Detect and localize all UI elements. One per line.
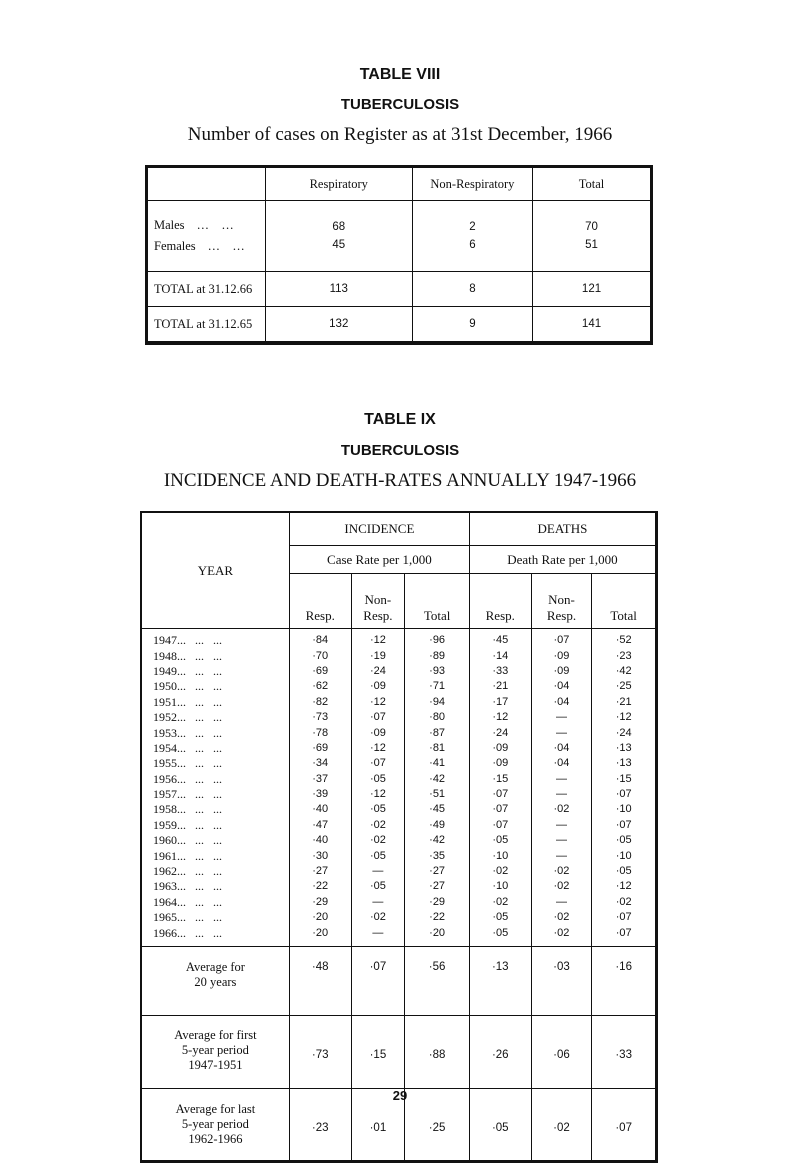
table9-average-cell: ·25 — [405, 1088, 470, 1161]
table8-col-respiratory: Respiratory — [265, 167, 412, 201]
table9-cell: ·73 — [289, 710, 351, 725]
table9-cell: ·02 — [469, 895, 531, 910]
table9-cell: ·12 — [351, 695, 405, 710]
table9-average-label: Average for 20 years — [141, 946, 289, 1015]
table9-cell: ·07 — [469, 787, 531, 802]
table9-cell: ·24 — [469, 725, 531, 740]
table9-year-label: 1954... ... ... — [153, 740, 222, 755]
table9-cell: ·35 — [405, 848, 470, 863]
table9-col-incidence-resp: Resp. — [289, 574, 351, 629]
table9-cell: ·07 — [592, 818, 657, 833]
table9-year-label: 1950... ... ... — [153, 679, 222, 694]
table9-cell: ·15 — [592, 772, 657, 787]
table9-year-label: 1953... ... ... — [153, 725, 222, 740]
table9-subject: TUBERCULOSIS — [340, 442, 460, 459]
table9-cell: ·02 — [531, 864, 592, 879]
table9-year-row — [141, 925, 657, 946]
table9-average-row — [141, 1015, 657, 1088]
table9-cell: ·10 — [592, 802, 657, 817]
table9-cell: ·49 — [405, 818, 470, 833]
table9-cell: ·40 — [289, 833, 351, 848]
table8-row-label: TOTAL at 31.12.65 — [154, 316, 253, 331]
table9-cell: ·51 — [405, 787, 470, 802]
table8-row-total-1966 — [147, 272, 652, 307]
table9-average-cell: ·07 — [592, 1088, 657, 1161]
table9-cell: ·12 — [469, 710, 531, 725]
table8-row-males — [147, 201, 652, 236]
table9-cell: ·45 — [469, 629, 531, 649]
table9-cell: ·69 — [289, 741, 351, 756]
table9-cell: ·02 — [351, 833, 405, 848]
table9-average-cell: ·88 — [405, 1015, 470, 1088]
table9-cell: ·39 — [289, 787, 351, 802]
table8-cell: 8 — [412, 272, 532, 307]
table9-cell: ·20 — [405, 925, 470, 946]
table9-year-header: YEAR — [141, 512, 289, 629]
table9-body — [141, 629, 657, 1162]
tuberculosis-register-table — [145, 165, 653, 345]
table9-year-row — [141, 664, 657, 679]
table9-year-row — [141, 679, 657, 694]
table9-cell: ·07 — [592, 910, 657, 925]
table9-cell: ·05 — [592, 833, 657, 848]
table8-cell: 113 — [265, 272, 412, 307]
table9-year-label: 1960... ... ... — [153, 833, 222, 848]
table9-year-row — [141, 629, 657, 649]
table9-cell: ·40 — [289, 802, 351, 817]
page-number: 29 — [392, 1088, 408, 1103]
table8-cell: 68 — [265, 201, 412, 236]
table9-cell: — — [531, 725, 592, 740]
table9-cell: ·12 — [592, 879, 657, 894]
table9-year-label: 1952... ... ... — [153, 710, 222, 725]
table9-year-label: 1951... ... ... — [153, 694, 222, 709]
table9-cell: ·62 — [289, 679, 351, 694]
table9-cell: ·05 — [351, 848, 405, 863]
table9-cell: ·81 — [405, 741, 470, 756]
table9-col-incidence-non-resp: Non- Resp. — [351, 574, 405, 629]
table9-average-cell: ·33 — [592, 1015, 657, 1088]
table9-cell: ·20 — [289, 910, 351, 925]
table9-cell: ·80 — [405, 710, 470, 725]
table9-cell: ·24 — [351, 664, 405, 679]
table9-year-label: 1963... ... ... — [153, 879, 222, 894]
table9-col-incidence-total: Total — [405, 574, 470, 629]
table9-cell: ·09 — [531, 664, 592, 679]
table9-cell: — — [531, 848, 592, 863]
table9-year-label: 1955... ... ... — [153, 756, 222, 771]
table9-cell: ·02 — [531, 802, 592, 817]
table9-cell: — — [351, 895, 405, 910]
table8-cell: 132 — [265, 307, 412, 344]
table9-average-label: Average for first 5-year period 1947-1951 — [141, 1015, 289, 1088]
table9-cell: ·27 — [405, 879, 470, 894]
table9-cell: ·07 — [469, 802, 531, 817]
table9-cell: ·09 — [469, 756, 531, 771]
table9-year-label: 1964... ... ... — [153, 894, 222, 909]
table9-cell: — — [531, 818, 592, 833]
table9-cell: ·07 — [469, 818, 531, 833]
table8-cell: 121 — [533, 272, 652, 307]
table9-cell: ·12 — [351, 629, 405, 649]
table9-cell: ·21 — [469, 679, 531, 694]
table8-cell: 6 — [412, 235, 532, 272]
table9-cell: ·02 — [592, 895, 657, 910]
table9-cell: ·42 — [592, 664, 657, 679]
table9-cell: ·02 — [531, 879, 592, 894]
table9-cell: ·09 — [469, 741, 531, 756]
table9-average-row — [141, 946, 657, 1015]
table9-cell: ·04 — [531, 679, 592, 694]
table9-average-cell: ·06 — [531, 1015, 592, 1088]
table9-cell: ·41 — [405, 756, 470, 771]
table9-cell: ·45 — [405, 802, 470, 817]
table9-year-row — [141, 648, 657, 663]
table9-cell: ·07 — [351, 756, 405, 771]
table9-cell: ·89 — [405, 648, 470, 663]
table9-cell: — — [531, 710, 592, 725]
table9-cell: ·10 — [469, 879, 531, 894]
table9-cell: ·09 — [351, 679, 405, 694]
table9-cell: ·05 — [592, 864, 657, 879]
table9-cell: — — [531, 833, 592, 848]
table9-average-cell: ·48 — [289, 946, 351, 1015]
table9-cell: ·37 — [289, 772, 351, 787]
table9-average-cell: ·73 — [289, 1015, 351, 1088]
table9-year-label: 1966... ... ... — [141, 925, 289, 946]
table8-row-label: Females ... ... — [147, 235, 266, 272]
table9-cell: ·04 — [531, 695, 592, 710]
table9-cell: ·15 — [469, 772, 531, 787]
table9-year-row — [141, 741, 657, 756]
table8-subject: TUBERCULOSIS — [340, 96, 460, 113]
table9-cell: ·12 — [351, 741, 405, 756]
table9-cell: ·05 — [469, 910, 531, 925]
table9-cell: ·12 — [592, 710, 657, 725]
table9-cell: ·02 — [531, 910, 592, 925]
table9-year-label: 1949... ... ... — [153, 663, 222, 678]
table9-cell: ·02 — [531, 925, 592, 946]
table9-year-row — [141, 710, 657, 725]
table8-col-non-respiratory: Non-Respiratory — [412, 167, 532, 201]
table9-cell: ·82 — [289, 695, 351, 710]
table9-cell: ·42 — [405, 772, 470, 787]
table9-cell: ·22 — [289, 879, 351, 894]
table9-cell: ·19 — [351, 648, 405, 663]
table8-row-total-1965 — [147, 307, 652, 344]
table9-cell: ·87 — [405, 725, 470, 740]
table9-cell: ·23 — [592, 648, 657, 663]
table9-cell: ·96 — [405, 629, 470, 649]
table9-year-row — [141, 895, 657, 910]
table9-year-row — [141, 772, 657, 787]
table9-cell: ·30 — [289, 848, 351, 863]
table9-cell: ·13 — [592, 741, 657, 756]
table9-cell: ·13 — [592, 756, 657, 771]
table9-cell: ·02 — [469, 864, 531, 879]
table8-cell: 51 — [533, 235, 652, 272]
table9-average-cell: ·03 — [531, 946, 592, 1015]
table9-cell: ·07 — [592, 925, 657, 946]
table8-cell: 9 — [412, 307, 532, 344]
table9-cell: ·02 — [351, 818, 405, 833]
table9-year-label: 1957... ... ... — [153, 787, 222, 802]
table9-cell: ·27 — [405, 864, 470, 879]
table9-cell: ·34 — [289, 756, 351, 771]
table9-average-cell: ·02 — [531, 1088, 592, 1161]
table9-year-label: 1959... ... ... — [153, 817, 222, 832]
table9-average-cell: ·07 — [351, 946, 405, 1015]
table9-incidence-header: INCIDENCE — [289, 512, 469, 546]
table9-heading: TABLE IX — [364, 411, 436, 428]
table8-cell: 45 — [265, 235, 412, 272]
table9-cell: ·14 — [469, 648, 531, 663]
table9-average-cell: ·16 — [592, 946, 657, 1015]
table9-cell: ·94 — [405, 695, 470, 710]
table9-year-row — [141, 864, 657, 879]
table8-cell: 2 — [412, 201, 532, 236]
table9-average-cell: ·01 — [351, 1088, 405, 1161]
table9-cell: ·70 — [289, 648, 351, 663]
table9-cell: ·93 — [405, 664, 470, 679]
table9-cell: ·07 — [531, 629, 592, 649]
table9-cell: ·69 — [289, 664, 351, 679]
table9-average-cell: ·23 — [289, 1088, 351, 1161]
table9-cell: ·12 — [351, 787, 405, 802]
table8-row-label: Males ... ... — [154, 218, 235, 232]
table9-cell: ·07 — [351, 710, 405, 725]
table9-cell: ·27 — [289, 864, 351, 879]
table9-cell: ·09 — [531, 648, 592, 663]
table9-year-row — [141, 879, 657, 894]
table9-cell: — — [531, 772, 592, 787]
table9-cell: ·47 — [289, 818, 351, 833]
table9-year-label: 1965... ... ... — [153, 910, 222, 925]
table9-year-label: 1962... ... ... — [153, 864, 222, 879]
table9-cell: ·05 — [469, 833, 531, 848]
table9-cell: ·22 — [405, 910, 470, 925]
table9-cell: — — [351, 864, 405, 879]
table9-cell: ·29 — [289, 895, 351, 910]
table9-cell: — — [531, 787, 592, 802]
table9-year-row — [141, 725, 657, 740]
table9-deaths-header: DEATHS — [469, 512, 656, 546]
table9-cell: ·04 — [531, 756, 592, 771]
table9-col-deaths-non-resp: Non- Resp. — [531, 574, 592, 629]
table9-cell: ·05 — [469, 925, 531, 946]
table9-year-label: 1956... ... ... — [153, 771, 222, 786]
table9-year-label: 1961... ... ... — [153, 848, 222, 863]
table9-caption: INCIDENCE AND DEATH-RATES ANNUALLY 1947-1966 — [163, 470, 637, 491]
table8-col-total: Total — [533, 167, 652, 201]
table9-cell: ·02 — [351, 910, 405, 925]
table8-row-females — [147, 235, 652, 272]
table9-year-row — [141, 910, 657, 925]
table9-year-row — [141, 787, 657, 802]
table9-cell: ·07 — [592, 787, 657, 802]
incidence-death-rates-table — [140, 511, 658, 1163]
table9-cell: ·05 — [351, 879, 405, 894]
table9-year-row — [141, 756, 657, 771]
table9-cell: ·42 — [405, 833, 470, 848]
table9-year-row — [141, 833, 657, 848]
table9-year-row — [141, 848, 657, 863]
table9-cell: ·04 — [531, 741, 592, 756]
table9-cell: ·17 — [469, 695, 531, 710]
table9-year-label: 1948... ... ... — [153, 648, 222, 663]
table9-cell: ·05 — [351, 772, 405, 787]
table8-header-empty — [147, 167, 266, 201]
table9-year-row — [141, 695, 657, 710]
table9-header-row-1 — [141, 512, 657, 546]
table8-cell: 141 — [533, 307, 652, 344]
table9-cell: — — [351, 925, 405, 946]
table9-average-cell: ·15 — [351, 1015, 405, 1088]
table9-year-row — [141, 818, 657, 833]
table9-cell: ·09 — [351, 725, 405, 740]
table9-cell: ·84 — [289, 629, 351, 649]
table9-year-row — [141, 802, 657, 817]
table9-cell: — — [531, 895, 592, 910]
table9-cell: ·29 — [405, 895, 470, 910]
table9-cell: ·20 — [289, 925, 351, 946]
table8-header-row — [147, 167, 652, 201]
table9-cell: ·33 — [469, 664, 531, 679]
table8-heading: TABLE VIII — [359, 66, 441, 83]
table9-case-rate-header: Case Rate per 1,000 — [289, 546, 469, 574]
table9-cell: ·25 — [592, 679, 657, 694]
table9-cell: ·24 — [592, 725, 657, 740]
table9-year-label: 1958... ... ... — [153, 802, 222, 817]
table9-cell: ·71 — [405, 679, 470, 694]
table9-col-deaths-resp: Resp. — [469, 574, 531, 629]
table8-cell: 70 — [533, 201, 652, 236]
table9-cell: ·10 — [469, 848, 531, 863]
table8-row-label: TOTAL at 31.12.66 — [147, 272, 266, 307]
table8-caption: Number of cases on Register as at 31st December, 1966 — [187, 124, 613, 145]
table9-cell: ·10 — [592, 848, 657, 863]
table9-cell: ·05 — [351, 802, 405, 817]
table9-year-label: 1947... ... ... — [153, 633, 222, 648]
table9-average-cell: ·05 — [469, 1088, 531, 1161]
table9-average-label: Average for last 5-year period 1962-1966 — [175, 1101, 256, 1146]
table9-average-cell: ·56 — [405, 946, 470, 1015]
table9-cell: ·21 — [592, 695, 657, 710]
table9-average-cell: ·26 — [469, 1015, 531, 1088]
table9-death-rate-header: Death Rate per 1,000 — [469, 546, 656, 574]
table9-col-deaths-total: Total — [592, 574, 657, 629]
table9-average-cell: ·13 — [469, 946, 531, 1015]
table9-cell: ·52 — [592, 629, 657, 649]
table9-cell: ·78 — [289, 725, 351, 740]
